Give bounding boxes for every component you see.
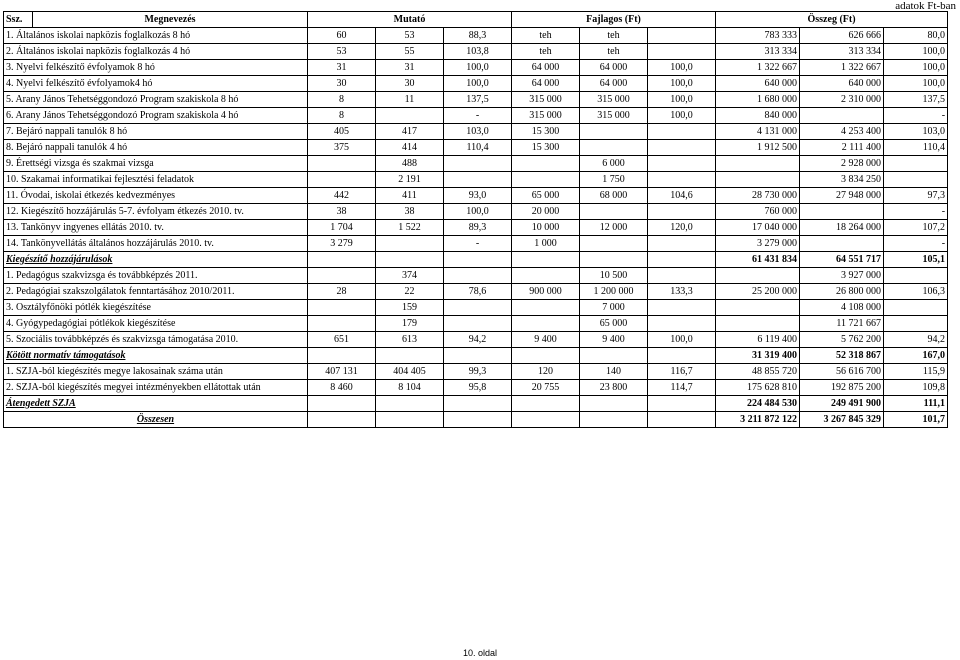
row-cell	[376, 348, 444, 364]
row-cell: 23 800	[580, 380, 648, 396]
row-cell: 840 000	[716, 108, 800, 124]
unit-label: adatok Ft-ban	[895, 0, 956, 12]
row-cell: 760 000	[716, 204, 800, 220]
row-cell: 405	[308, 124, 376, 140]
row-cell: 78,6	[444, 284, 512, 300]
row-cell: 120,0	[648, 220, 716, 236]
row-cell: 18 264 000	[800, 220, 884, 236]
row-cell: 65 000	[580, 316, 648, 332]
row-cell: 100,0	[884, 44, 948, 60]
row-cell: -	[884, 204, 948, 220]
row-cell: -	[884, 108, 948, 124]
row-cell: 411	[376, 188, 444, 204]
row-cell: 103,0	[884, 124, 948, 140]
row-cell: 224 484 530	[716, 396, 800, 412]
row-cell: 442	[308, 188, 376, 204]
row-cell	[648, 204, 716, 220]
section-total-row	[4, 348, 948, 364]
table-row	[4, 364, 948, 380]
row-cell: 167,0	[884, 348, 948, 364]
total-row	[4, 412, 948, 428]
row-cell	[580, 412, 648, 428]
row-cell: 374	[376, 268, 444, 284]
row-cell: 25 200 000	[716, 284, 800, 300]
header-ssz: Ssz.	[4, 12, 33, 28]
row-cell: 64 000	[512, 76, 580, 92]
table-row	[4, 172, 948, 188]
row-label: 14. Tankönyvellátás általános hozzájárulás 2010. tv.	[4, 236, 308, 252]
row-cell: 17 040 000	[716, 220, 800, 236]
row-cell: 4 108 000	[800, 300, 884, 316]
row-cell: 104,6	[648, 188, 716, 204]
row-label: 5. Szociális továbbképzés és szakvizsga támogatása 2010.	[4, 332, 308, 348]
row-cell: 315 000	[580, 108, 648, 124]
row-cell: 38	[376, 204, 444, 220]
row-cell	[716, 172, 800, 188]
row-cell: 12 000	[580, 220, 648, 236]
row-cell: 99,3	[444, 364, 512, 380]
row-cell: 2 111 400	[800, 140, 884, 156]
row-cell: 94,2	[444, 332, 512, 348]
row-cell	[308, 156, 376, 172]
row-label: 13. Tankönyv ingyenes ellátás 2010. tv.	[4, 220, 308, 236]
row-cell	[884, 172, 948, 188]
row-cell	[512, 412, 580, 428]
row-cell: 120	[512, 364, 580, 380]
row-cell	[884, 156, 948, 172]
row-cell	[308, 300, 376, 316]
row-cell: 64 000	[512, 60, 580, 76]
row-cell: 5 762 200	[800, 332, 884, 348]
row-cell: 68 000	[580, 188, 648, 204]
row-cell: 1 200 000	[580, 284, 648, 300]
row-cell: 613	[376, 332, 444, 348]
row-cell: 1 000	[512, 236, 580, 252]
row-cell: 7 000	[580, 300, 648, 316]
row-cell: 31	[308, 60, 376, 76]
row-label: 1. Általános iskolai napközis foglalkozás 8 hó	[4, 28, 308, 44]
row-cell: 100,0	[648, 92, 716, 108]
row-label: Kötött normatív támogatások	[4, 348, 308, 364]
row-cell: 110,4	[444, 140, 512, 156]
row-cell	[716, 156, 800, 172]
row-cell	[648, 28, 716, 44]
row-cell: 55	[376, 44, 444, 60]
page-number: 10. oldal	[462, 648, 498, 658]
row-cell: 1 912 500	[716, 140, 800, 156]
row-cell: 15 300	[512, 140, 580, 156]
row-cell	[884, 300, 948, 316]
row-cell	[308, 396, 376, 412]
row-cell: teh	[580, 44, 648, 60]
row-cell	[444, 412, 512, 428]
row-cell: 626 666	[800, 28, 884, 44]
row-cell: 93,0	[444, 188, 512, 204]
row-cell	[716, 268, 800, 284]
row-label: 7. Bejáró nappali tanulók 8 hó	[4, 124, 308, 140]
row-cell: 1 680 000	[716, 92, 800, 108]
row-cell: 100,0	[648, 108, 716, 124]
row-cell	[800, 236, 884, 252]
row-cell: 53	[376, 28, 444, 44]
row-cell: 3 211 872 122	[716, 412, 800, 428]
row-cell	[800, 204, 884, 220]
row-cell: 105,1	[884, 252, 948, 268]
table-row	[4, 92, 948, 108]
table-row	[4, 236, 948, 252]
row-cell: 56 616 700	[800, 364, 884, 380]
row-cell: 15 300	[512, 124, 580, 140]
row-cell	[444, 316, 512, 332]
row-cell: 114,7	[648, 380, 716, 396]
row-cell: 1 322 667	[800, 60, 884, 76]
row-cell	[648, 300, 716, 316]
row-cell	[580, 140, 648, 156]
row-cell	[512, 348, 580, 364]
row-cell	[884, 268, 948, 284]
table-body	[4, 28, 948, 428]
row-cell: 9 400	[580, 332, 648, 348]
row-cell	[308, 316, 376, 332]
row-cell: 8 104	[376, 380, 444, 396]
row-cell	[648, 412, 716, 428]
row-cell	[648, 172, 716, 188]
table-row	[4, 188, 948, 204]
row-cell: 95,8	[444, 380, 512, 396]
row-cell	[308, 172, 376, 188]
row-cell: 10 500	[580, 268, 648, 284]
row-cell	[648, 252, 716, 268]
row-cell	[580, 204, 648, 220]
row-cell: 38	[308, 204, 376, 220]
row-cell: 3 279 000	[716, 236, 800, 252]
row-cell: 100,0	[444, 76, 512, 92]
row-label: 2. Általános iskolai napközis foglalkozás 4 hó	[4, 44, 308, 60]
row-cell	[800, 108, 884, 124]
row-cell: 106,3	[884, 284, 948, 300]
row-label: 4. Nyelvi felkészítő évfolyamok4 hó	[4, 76, 308, 92]
row-cell: 101,7	[884, 412, 948, 428]
row-cell: 103,0	[444, 124, 512, 140]
row-cell: 313 334	[716, 44, 800, 60]
row-cell: 11 721 667	[800, 316, 884, 332]
row-cell: 30	[308, 76, 376, 92]
row-cell: 1 522	[376, 220, 444, 236]
row-cell: 6 119 400	[716, 332, 800, 348]
row-label: 11. Óvodai, iskolai étkezés kedvezményes	[4, 188, 308, 204]
row-cell: 3 279	[308, 236, 376, 252]
section-total-row	[4, 252, 948, 268]
row-cell: 31	[376, 60, 444, 76]
row-cell	[512, 252, 580, 268]
row-cell: 109,8	[884, 380, 948, 396]
row-cell: 315 000	[512, 108, 580, 124]
row-cell	[716, 316, 800, 332]
row-cell: 20 755	[512, 380, 580, 396]
row-cell: 137,5	[444, 92, 512, 108]
row-cell: 404 405	[376, 364, 444, 380]
row-label: 10. Szakamai informatikai fejlesztési feladatok	[4, 172, 308, 188]
row-cell: 8	[308, 108, 376, 124]
row-label: 5. Arany János Tehetséggondozó Program szakiskola 8 hó	[4, 92, 308, 108]
row-cell: 315 000	[580, 92, 648, 108]
row-cell: 103,8	[444, 44, 512, 60]
table-row	[4, 156, 948, 172]
row-cell	[648, 124, 716, 140]
row-cell: 640 000	[800, 76, 884, 92]
row-cell: 111,1	[884, 396, 948, 412]
row-cell: 100,0	[648, 332, 716, 348]
row-cell	[716, 300, 800, 316]
row-cell: 100,0	[444, 204, 512, 220]
table-row	[4, 332, 948, 348]
row-cell: 783 333	[716, 28, 800, 44]
row-label: 3. Nyelvi felkészítő évfolyamok 8 hó	[4, 60, 308, 76]
row-cell: 64 000	[580, 76, 648, 92]
row-cell: 100,0	[444, 60, 512, 76]
row-cell: 60	[308, 28, 376, 44]
table-row	[4, 268, 948, 284]
row-label: 6. Arany János Tehetséggondozó Program szakiskola 4 hó	[4, 108, 308, 124]
row-cell	[376, 252, 444, 268]
row-cell	[512, 316, 580, 332]
row-cell	[376, 236, 444, 252]
row-cell	[376, 108, 444, 124]
table-row	[4, 44, 948, 60]
row-cell: 28	[308, 284, 376, 300]
row-cell	[444, 156, 512, 172]
row-cell: 8 460	[308, 380, 376, 396]
table-row	[4, 76, 948, 92]
row-cell: 65 000	[512, 188, 580, 204]
row-cell	[512, 172, 580, 188]
header-megnevezes: Megnevezés	[33, 12, 308, 28]
row-cell: 64 551 717	[800, 252, 884, 268]
row-cell	[648, 348, 716, 364]
row-cell: 115,9	[884, 364, 948, 380]
row-cell	[580, 396, 648, 412]
table-row	[4, 316, 948, 332]
row-cell	[444, 268, 512, 284]
row-cell: teh	[512, 44, 580, 60]
row-cell: 97,3	[884, 188, 948, 204]
table-row	[4, 204, 948, 220]
row-cell	[376, 396, 444, 412]
row-cell	[512, 156, 580, 172]
row-cell	[648, 268, 716, 284]
row-cell	[308, 252, 376, 268]
row-label: 3. Osztályfőnöki pótlék kiegészítése	[4, 300, 308, 316]
row-label: 4. Gyógypedagógiai pótlékok kiegészítése	[4, 316, 308, 332]
row-cell	[444, 396, 512, 412]
row-cell	[308, 268, 376, 284]
row-cell: 11	[376, 92, 444, 108]
row-label: Kiegészítő hozzájárulások	[4, 252, 308, 268]
row-cell: 27 948 000	[800, 188, 884, 204]
header-fajlagos: Fajlagos (Ft)	[512, 12, 716, 28]
row-cell: 100,0	[884, 60, 948, 76]
row-label: 2. SZJA-ból kiegészítés megyei intézményekben ellátottak után	[4, 380, 308, 396]
row-label: 2. Pedagógiai szakszolgálatok fenntartásához 2010/2011.	[4, 284, 308, 300]
table-header	[4, 12, 948, 28]
table-row	[4, 60, 948, 76]
row-cell: 100,0	[648, 76, 716, 92]
row-cell	[308, 412, 376, 428]
row-cell: 4 131 000	[716, 124, 800, 140]
row-cell: 375	[308, 140, 376, 156]
table-row	[4, 108, 948, 124]
table-row	[4, 140, 948, 156]
row-cell: -	[444, 108, 512, 124]
row-cell: 192 875 200	[800, 380, 884, 396]
row-cell: 900 000	[512, 284, 580, 300]
row-cell: 3 927 000	[800, 268, 884, 284]
header-mutato: Mutató	[308, 12, 512, 28]
row-cell: teh	[580, 28, 648, 44]
row-cell	[648, 316, 716, 332]
row-cell	[512, 300, 580, 316]
row-cell: 651	[308, 332, 376, 348]
row-cell: 64 000	[580, 60, 648, 76]
row-cell: 179	[376, 316, 444, 332]
row-cell: 407 131	[308, 364, 376, 380]
row-cell: 116,7	[648, 364, 716, 380]
row-cell: 315 000	[512, 92, 580, 108]
table-row	[4, 284, 948, 300]
row-cell: 417	[376, 124, 444, 140]
row-cell	[444, 172, 512, 188]
row-cell	[648, 140, 716, 156]
row-cell	[648, 44, 716, 60]
row-label: Átengedett SZJA	[4, 396, 308, 412]
row-cell	[580, 124, 648, 140]
row-cell: 53	[308, 44, 376, 60]
row-cell: 3 267 845 329	[800, 412, 884, 428]
table-row	[4, 220, 948, 236]
row-cell: 1 750	[580, 172, 648, 188]
row-cell: 100,0	[884, 76, 948, 92]
row-cell: 3 834 250	[800, 172, 884, 188]
row-cell	[580, 348, 648, 364]
row-cell: 94,2	[884, 332, 948, 348]
row-cell: 2 191	[376, 172, 444, 188]
row-cell: 20 000	[512, 204, 580, 220]
row-cell	[444, 252, 512, 268]
row-cell: -	[444, 236, 512, 252]
row-cell	[512, 396, 580, 412]
row-label: 1. SZJA-ból kiegészítés megye lakosainak száma után	[4, 364, 308, 380]
row-cell: -	[884, 236, 948, 252]
row-cell: 28 730 000	[716, 188, 800, 204]
row-cell	[444, 300, 512, 316]
row-cell: 107,2	[884, 220, 948, 236]
row-cell: 488	[376, 156, 444, 172]
row-cell: 137,5	[884, 92, 948, 108]
row-cell: 30	[376, 76, 444, 92]
row-cell: 10 000	[512, 220, 580, 236]
table-row	[4, 28, 948, 44]
row-cell: 100,0	[648, 60, 716, 76]
row-cell: teh	[512, 28, 580, 44]
budget-table	[3, 11, 948, 428]
row-label: 1. Pedagógus szakvizsga és továbbképzés 2011.	[4, 268, 308, 284]
row-label: 8. Bejáró nappali tanulók 4 hó	[4, 140, 308, 156]
row-cell: 8	[308, 92, 376, 108]
row-cell: 159	[376, 300, 444, 316]
row-label: 9. Érettségi vizsga és szakmai vizsga	[4, 156, 308, 172]
row-cell: 31 319 400	[716, 348, 800, 364]
row-cell: 88,3	[444, 28, 512, 44]
row-cell	[308, 348, 376, 364]
row-cell: 140	[580, 364, 648, 380]
row-cell: 4 253 400	[800, 124, 884, 140]
row-cell	[648, 236, 716, 252]
row-cell: 89,3	[444, 220, 512, 236]
header-osszeg: Összeg (Ft)	[716, 12, 948, 28]
row-cell: 1 704	[308, 220, 376, 236]
row-cell	[512, 268, 580, 284]
row-cell: 6 000	[580, 156, 648, 172]
row-cell: 133,3	[648, 284, 716, 300]
section-total-row	[4, 396, 948, 412]
row-cell: 2 310 000	[800, 92, 884, 108]
row-cell: 110,4	[884, 140, 948, 156]
row-cell: 22	[376, 284, 444, 300]
row-cell: 640 000	[716, 76, 800, 92]
table-row	[4, 124, 948, 140]
row-label: Összesen	[4, 412, 308, 428]
row-cell	[580, 236, 648, 252]
row-cell	[648, 156, 716, 172]
row-cell	[884, 316, 948, 332]
row-cell: 414	[376, 140, 444, 156]
row-cell	[444, 348, 512, 364]
row-cell: 26 800 000	[800, 284, 884, 300]
row-cell: 249 491 900	[800, 396, 884, 412]
row-cell: 80,0	[884, 28, 948, 44]
row-cell	[580, 252, 648, 268]
row-cell: 48 855 720	[716, 364, 800, 380]
row-label: 12. Kiegészítő hozzájárulás 5-7. évfolyam étkezés 2010. tv.	[4, 204, 308, 220]
table-row	[4, 380, 948, 396]
row-cell	[648, 396, 716, 412]
row-cell: 313 334	[800, 44, 884, 60]
row-cell: 61 431 834	[716, 252, 800, 268]
row-cell: 2 928 000	[800, 156, 884, 172]
row-cell: 9 400	[512, 332, 580, 348]
row-cell: 1 322 667	[716, 60, 800, 76]
row-cell	[376, 412, 444, 428]
table-row	[4, 300, 948, 316]
row-cell: 52 318 867	[800, 348, 884, 364]
row-cell: 175 628 810	[716, 380, 800, 396]
